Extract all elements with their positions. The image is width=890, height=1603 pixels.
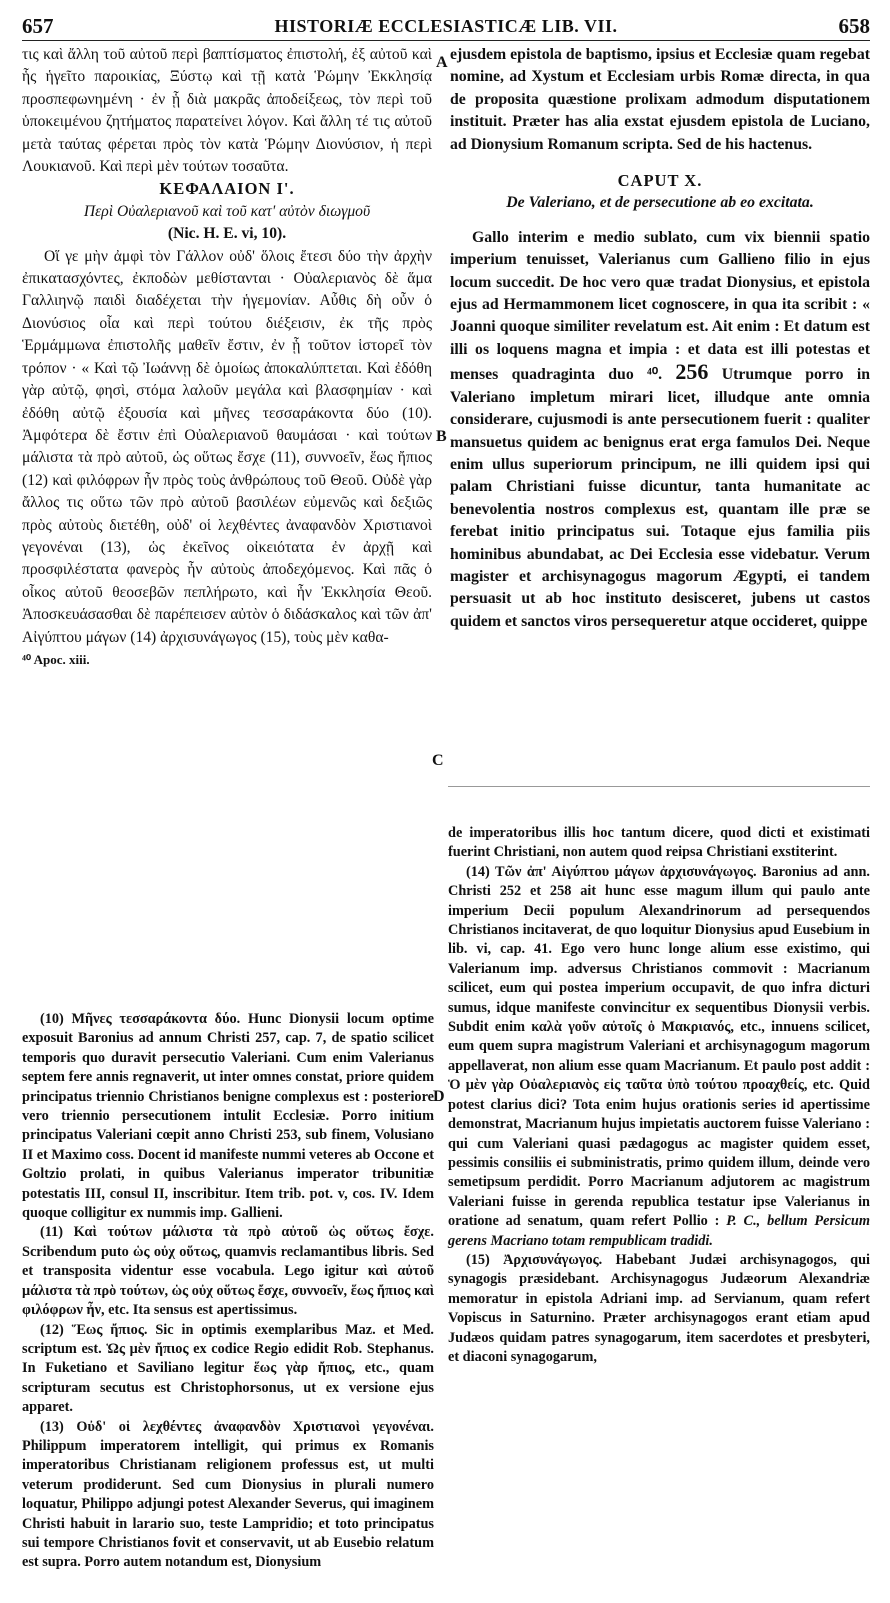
note-13-continuation: de imperatoribus illis hoc tantum dicere, quod dicti et existimati fuerint Christiani, non autem quod reipsa Christiani exstiterint. xyxy=(448,825,870,861)
note-14-text: (14) Τῶν ἀπ' Αἰγύπτου μάγων ἀρχισυνάγωγος. Baronius ad ann. Christi 252 et 258 ait hunc esse magum illum qui paulo ante imperium Decii populum Alexandrinorum ad persequendos Christianos incitaverat, de quo loquitur Dionysius apud Eusebium in lib. vi, cap. 41. Ego vero hunc longe alium esse existimo, qui Valerianum imp. adversus Christianos commovit : Macrianum scilicet, eum qui postea imperium occupavit, de quo infra dicturi sumus, idque manifeste convincitur ex sequentibus Dionysii verbis. Subdit enim καλὰ γοῦν αὐτοῖς ὁ Μακριανός, etc., innuens scilicet, eum quem supra magistrum Valeriani et archisynagogum magorum appellaverat, non alium esse quam Macrianum. Et paulo post addit : Ὁ μὲν γὰρ Οὐαλεριανὸς εἰς ταῦτα ὑπὸ τούτου προαχθείς, etc. Quid potest clarius dici? Tota enim hujus orationis series id apertissime demonstrat, Macrianum hujus impietatis auctorem fuisse Valeriano : qui cum Valeriani quasi pædagogus ac magister quidem esset, pessimis consiliis ei subministratis, primo quidem illum, deinde vero semetipsum perdidit. Porro Macrianum adjutorem ac magistrum Valeriani fuisse in gerenda republica testatur ipse Valerianus in oratione ad senatum, quam refert Pollio : xyxy=(448,863,870,1230)
note-14 xyxy=(448,863,870,1251)
latin-body-paragraph xyxy=(450,227,870,633)
note-15: (15) Ἀρχισυνάγωγος. Habebant Judæi archisynagogos, qui synagogis præsidebant. Archisynagogus Judæorum Alexandriæ memoratur in epistola Adriani imp. ad Servianum, quam refert Vopiscus in Saturnino. Præter archisynagogos erant etiam apud Judæos quidam patres synagogarum, item sacerdotes et presbyteri, et diaconi synagogarum, xyxy=(448,1251,870,1365)
margin-letter-b: B xyxy=(436,428,447,445)
page-number-right: 658 xyxy=(838,14,870,38)
latin-chapter-heading: CAPUT X. xyxy=(617,171,703,191)
latin-chapter-subtitle: De Valeriano, et de persecutione ab eo excitata. xyxy=(506,194,814,212)
latin-body-part-a: Gallo interim e medio sublato, cum vix biennii spatio imperium tenuisset, Valerianus cum Gallieno filio in ejus locum succedit. De hoc vero quæ tradat Dionysius, et epistola ejus ad Hermammonem licet cognoscere, in qua ita scribit : « Joanni quoque similiter revelatum est. Ait enim : Et datum est illi os loquens magna et impia : et data est illi potestas et menses quadraginta duo ⁴⁰. xyxy=(450,228,870,384)
greek-body-paragraph: Οἵ γε μὴν ἀμφὶ τὸν Γάλλον οὐδ' ὅλοις ἔτεσι δύο τὴν ἀρχὴν ἐπικατασχόντες, ἐκποδὼν μεθίστανται · Οὐαλεριανὸς δὲ ἅμα Γαλλιηνῷ παιδὶ διαδέχεται τὴν ἡγεμονίαν. Αὖθις δὴ οὖν ὁ Διονύσιος οἷα καὶ περὶ τούτου διέξεισιν, ἐκ τῆς πρὸς Ἑρμάμμωνα ἐπιστολῆς μαθεῖν ἔστιν, ἐν ᾗ τοῦτον ἱστορεῖ τὸν τρόπον · « Καὶ τῷ Ἰωάννῃ δὲ ὁμοίως ἀποκαλύπτεται. Καὶ ἐδόθη γὰρ αὐτῷ, φησὶ, στόμα λαλοῦν μεγάλα καὶ βλασφημίαν · καὶ ἐδόθη αὐτῷ ἐξουσία καὶ μῆνες τεσσαράκοντα δύο (10). Ἀμφότερα δὲ ἔστιν ἐπὶ Οὐαλεριανοῦ θαυμάσαι · καὶ τούτων μάλιστα τὰ πρὸ αὐτοῦ, ὡς οὕτως ἔσχε (11), συννοεῖν, ἕως ἤπιος (12) καὶ φιλόφρων ἦν πρὸς τοὺς ἀνθρώπους τοῦ Θεοῦ. Οὐδὲ γὰρ ἄλλος τις οὕτω τῶν πρὸ αὐτοῦ βασιλέων εὐμενῶς καὶ δεξιῶς πρὸς αὐτοὺς διετέθη, οὐδ' οἱ λεχθέντες ἀναφανδὸν Χριστιανοὶ γεγονέναι (13), ὡς ἐκεῖνος οἰκειότατα ἐν ἀρχῇ καὶ προσφιλέστατα φανερὸς ἦν αὐτοὺς ἀποδεχόμενος. Καὶ πᾶς ὁ οἶκος αὐτοῦ θεοσεβῶν πεπλήρωτο, καὶ ἦν Ἐκκλησία Θεοῦ. Ἀποσκευάσασθαι δὲ παρέπεισεν αὐτὸν ὁ διδάσκαλος καὶ τῶν ἀπ' Αἰγύπτου μάγων (14) ἀρχισυνάγωγος (15), τοὺς μὲν καθα- xyxy=(22,247,432,646)
greek-scripture-footnote: ⁴⁰ Apoc. xiii. xyxy=(22,651,90,667)
notes-right-column xyxy=(448,824,870,1367)
latin-intro-paragraph: ejusdem epistola de baptismo, ipsius et Ecclesiæ quam regebat nomine, ad Xystum et Ecclesiam urbis Romæ directa, in qua de proposita quæstione prolixam admodum disputationem instituit. Præter has alia exstat ejusdem epistola de Luciano, ad Dionysium Romanum scripta. Sed de his hactenus. xyxy=(450,46,870,153)
note-11: (11) Καὶ τούτων μάλιστα τὰ πρὸ αὐτοῦ ὡς οὕτως ἔσχε. Scribendum puto ὡς οὐχ οὕτως, quamvis reclamantibus libris. Sed et transposita videntur esse vocabula. Lego igitur καὶ αὐτοῦ μάλιστα τὰ πρὸ τούτων, ὡς οὐχ οὕτως ἔσχε, συννοεῖν, ἕως ἤπιος καὶ φιλόφρων ἦν, etc. Ita sensus est apertissimus. xyxy=(22,1224,434,1319)
running-header xyxy=(22,14,870,40)
greek-text-column xyxy=(22,44,432,671)
margin-letter-a: A xyxy=(436,54,448,71)
margin-letter-d: D xyxy=(433,1088,445,1105)
note-12: (12) Ἕως ἤπιος. Sic in optimis exemplaribus Maz. et Med. scriptum est. Ὡς μὲν ἤπιος ex codice Regio edidit Rob. Stephanus. In Fuketiano et Saviliano legitur ἕως γὰρ ἤπιος, etc., quam scripturam secutus est Christophorsonus, ut ex versione ejus apparet. xyxy=(22,1321,434,1416)
column-number: 256 xyxy=(675,359,709,385)
latin-text-column xyxy=(450,44,870,633)
greek-chapter-subtitle: Περὶ Οὐαλεριανοῦ καὶ τοῦ κατ' αὐτὸν διωγμοῦ xyxy=(83,202,371,220)
margin-letter-c: C xyxy=(432,752,444,769)
page-number-left: 657 xyxy=(22,14,54,38)
greek-intro-paragraph: τις καὶ ἄλλη τοῦ αὐτοῦ περὶ βαπτίσματος ἐπιστολή, ἐξ αὐτοῦ καὶ ἧς ἡγεῖτο παροικίας, Ξύστῳ καὶ τῇ κατὰ Ῥώμην Ἐκκλησίᾳ προσπεφωνημένη · ἐν ᾗ διὰ μακρᾶς ἀποδείξεως, τὸν περὶ τοῦ ὑποκειμένου ζητήματος παρατείνει λόγον. Καὶ ἄλλη τέ τις αὐτοῦ μετὰ ταύτας φέρεται πρὸς τὸν κατὰ Ῥώμην Διονύσιον, ἡ περὶ Λουκιανοῦ. Καὶ περὶ μὲν τούτων τοσαῦτα. xyxy=(22,46,432,176)
header-rule xyxy=(22,40,870,41)
greek-chapter-heading: ΚΕΦΑΛΑΙΟΝ Ι'. xyxy=(159,179,295,199)
column-separator xyxy=(448,786,870,787)
note-10: (10) Μῆνες τεσσαράκοντα δύο. Hunc Dionysii locum optime exposuit Baronius ad annum Christi 257, cap. 7, de spatio scilicet temporis quo duravit persecutio Valeriani. Cum enim Valerianus septem fere annis regnaverit, ut inter omnes constat, priore quidem principatus triennio Christianos benigne complexus est : posteriore vero triennio persecutionem intulit Ecclesiæ. Porro initium principatus Valeriani cœpit anno Christi 253, sub finem, Volusiano II et Maximo coss. Docent id manifeste nummi veteres ab Occone et Goltzio prolati, in quibus Valerianus imperator tribunitiæ potestatis III, consul II, inscribitur. Item trib. pot. v, cos. IV. Idem quoque colligitur ex nummis imp. Gallieni. xyxy=(22,1011,434,1222)
greek-chapter-reference: (Nic. H. E. vi, 10). xyxy=(167,225,287,243)
note-14-citation: P. C., bellum Persicum gerens Macriano totam rempublicam tradidi. xyxy=(448,1213,871,1249)
running-title: HISTORIÆ ECCLESIASTICÆ LIB. VII. xyxy=(274,16,618,36)
notes-left-column xyxy=(22,1010,434,1573)
latin-body-part-b: Utrumque porro in Valeriano impletum mirari licet, illudque ante omnia considerare, cujusmodi is ante persecutionem fuerit : qualiter mansuetus quidem ac benignus erat erga famulos Dei. Neque enim ullus superiorum principum, ne illi quidem ipsi qui palam Christiani fuisse dicuntur, tanta humanitate ac benevolentia nostros complexus est, quantam ille præ se ferebat initio principatus sui. Totaque ejus familia piis hominibus abundabat, ac Dei Ecclesia esse videbatur. Verum magister et archisynagogus magorum Ægypti, ei tandem persuasit ut ab hoc instituto desisceret, jubens ut castos quidem et sanctos viros persequeretur atque occideret, quippe xyxy=(450,366,870,630)
note-13: (13) Οὐδ' οἱ λεχθέντες ἀναφανδὸν Χριστιανοὶ γεγονέναι. Philippum imperatorem intelligit, qui primus ex Romanis imperatoribus Christianam religionem professus est, ut multi veterum prodiderunt. Sed cum Dionysius in plurali numero loquatur, Philippo adjungi potest Alexander Severus, qui imaginem Christi habuit in larario suo, teste Lampridio; et toto principatus sui tempore Christianos fovit et conservavit, ut ab Eusebio relatum est supra. Porro autem notandum est, Dionysium xyxy=(22,1418,434,1571)
